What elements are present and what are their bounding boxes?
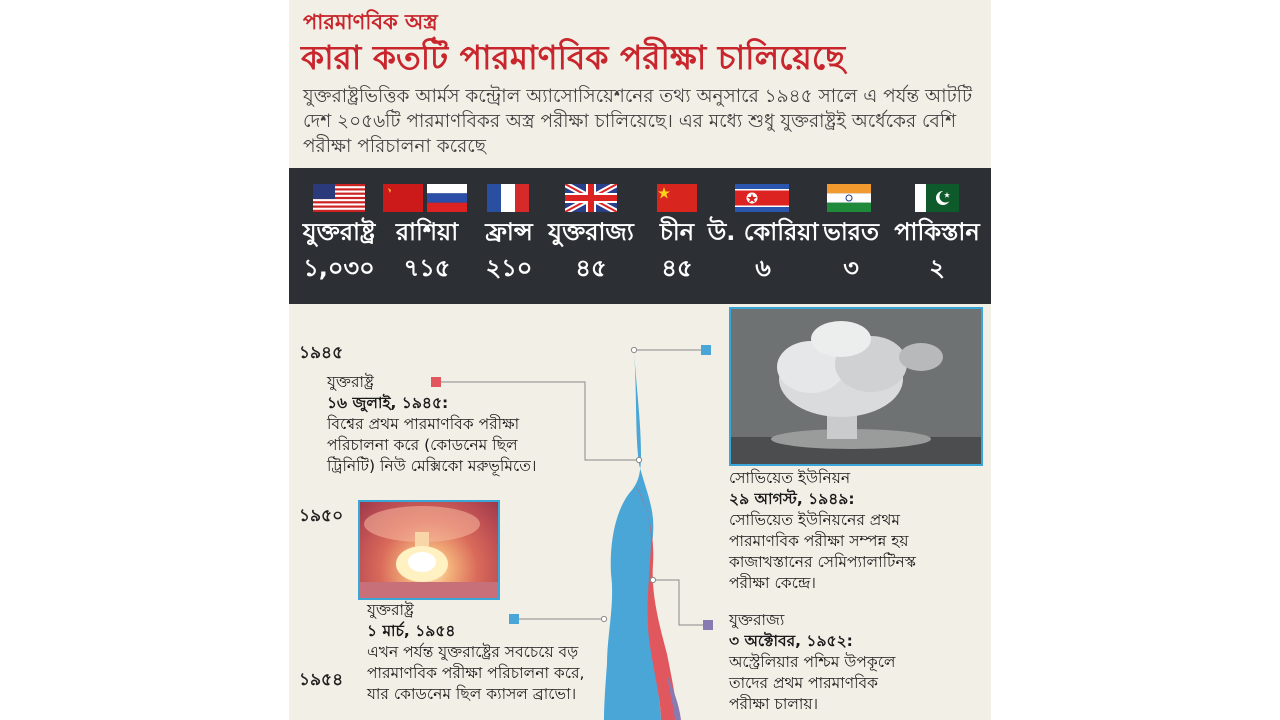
annotation-date: ২৯ আগস্ট, ১৯৪৯: [729, 490, 855, 508]
annotation-line: ট্রিনিটি) নিউ মেক্সিকো মরুভূমিতে। [327, 457, 537, 475]
annotation-line: এখন পর্যন্ত যুক্তরাষ্ট্রের সবচেয়ে বড় [367, 643, 579, 661]
india-flag-icon [827, 184, 871, 212]
country-india [815, 168, 887, 304]
country-uk [545, 168, 637, 304]
annotation-line: পরীক্ষা চালায়। [729, 695, 819, 713]
test-count: ৬ [755, 254, 771, 282]
usa-flag-icon [313, 184, 365, 212]
mushroom-cloud-photo [731, 309, 981, 464]
section-kicker: পারমাণবিক অস্ত্র [303, 10, 438, 34]
intro-paragraph: যুক্তরাষ্ট্রভিত্তিক আর্মস কন্ট্রোল অ্যাসোসিয়েশনের তথ্য অনুসারে ১৯৪৫ সালে এ পর্যন্ত আটটি দেশ ২০৫৬টি পারমাণবিকর অস্ত্র পরীক্ষা চালিয়েছে। এর মধ্যে শুধু যুক্তরাষ্ট্রই অর্ধেকের বেশি পরীক্ষা পরিচালনা করেছে [303, 86, 973, 157]
annotation-country: সোভিয়েত ইউনিয়ন [729, 469, 851, 487]
year-label: ১৯৫৪ [299, 670, 344, 690]
test-count: ২১০ [485, 254, 533, 282]
country-name: ভারত [822, 218, 880, 246]
country-name: পাকিস্তান [894, 218, 980, 246]
annotation-country: যুক্তরাজ্য [729, 611, 785, 629]
annotation-date: ১ মার্চ, ১৯৫৪ [367, 622, 456, 640]
annotation-line: বিশ্বের প্রথম পারমাণবিক পরীক্ষা [327, 415, 520, 433]
ussr-flag-icon [383, 184, 423, 212]
annotation-uk-1952 [729, 610, 895, 715]
test-count: ১,০৩০ [303, 254, 375, 282]
annotation-date: ৩ অক্টোবর, ১৯৫২: [729, 632, 853, 650]
infographic-panel [289, 0, 991, 720]
annotation-line: সোভিয়েত ইউনিয়নের প্রথম [729, 511, 901, 529]
country-pakistan [891, 168, 983, 304]
country-north-korea [707, 168, 819, 304]
connector-uk1952 [653, 580, 703, 625]
annotation-line: পরিচালনা করে (কোডনেম ছিল [327, 436, 518, 454]
country-name: যুক্তরাষ্ট্র [302, 218, 376, 246]
usa-stream [604, 350, 661, 720]
russia-flag-icon [427, 184, 467, 212]
ussr-test-photo [729, 307, 983, 466]
country-name: রাশিয়া [395, 218, 459, 246]
annotation-date: ১৬ জুলাই, ১৯৪৫: [327, 394, 449, 412]
annotation-line: পারমাণবিক পরীক্ষা সম্পন্ন হয় [729, 532, 909, 550]
annotation-line: যার কোডনেম ছিল ক্যাসল ব্রাভো। [367, 685, 577, 703]
country-china [645, 168, 709, 304]
pakistan-flag-icon [915, 184, 959, 212]
china-flag-icon [657, 184, 697, 212]
country-russia [383, 168, 471, 304]
north-korea-flag-icon [735, 184, 789, 212]
country-name: উ. কোরিয়া [707, 218, 819, 246]
test-count: ৪৫ [575, 254, 607, 282]
test-count: ৩ [843, 254, 859, 282]
france-flag-icon [487, 184, 529, 212]
country-usa [297, 168, 381, 304]
annotation-us-1945 [327, 372, 536, 477]
annotation-line: তাদের প্রথম পারমাণবিক [729, 674, 879, 692]
country-name: ফ্রান্স [485, 218, 533, 246]
castle-bravo-photo [358, 500, 500, 600]
country-tally-band [289, 168, 991, 304]
annotation-ussr-1949 [729, 468, 916, 594]
annotation-line: অস্ট্রেলিয়ার পশ্চিম উপকূলে [729, 653, 896, 671]
test-count: ২ [929, 254, 945, 282]
annotation-country: যুক্তরাষ্ট্র [327, 373, 374, 391]
annotation-line: পরীক্ষা কেন্দ্রে। [729, 574, 816, 592]
year-label: ১৯৫০ [299, 506, 344, 526]
test-count: ৭১৫ [403, 254, 451, 282]
uk-flag-icon [565, 184, 617, 212]
fireball-photo [360, 502, 498, 598]
year-label: ১৯৪৫ [299, 343, 344, 363]
annotation-line: কাজাখস্তানের সেমিপ্যালাটিনস্ক [729, 553, 916, 571]
annotation-line: পারমাণবিক পরীক্ষা পরিচালনা করে, [367, 664, 585, 682]
marker-1945 [701, 345, 711, 355]
headline: কারা কতটি পারমাণবিক পরীক্ষা চালিয়েছে [301, 38, 846, 77]
marker-uk1952 [703, 620, 713, 630]
annotation-us-1954 [367, 600, 584, 705]
country-name: যুক্তরাজ্য [548, 218, 634, 246]
test-count: ৪৫ [661, 254, 693, 282]
annotation-country: যুক্তরাষ্ট্র [367, 601, 414, 619]
country-name: চীন [659, 218, 695, 246]
